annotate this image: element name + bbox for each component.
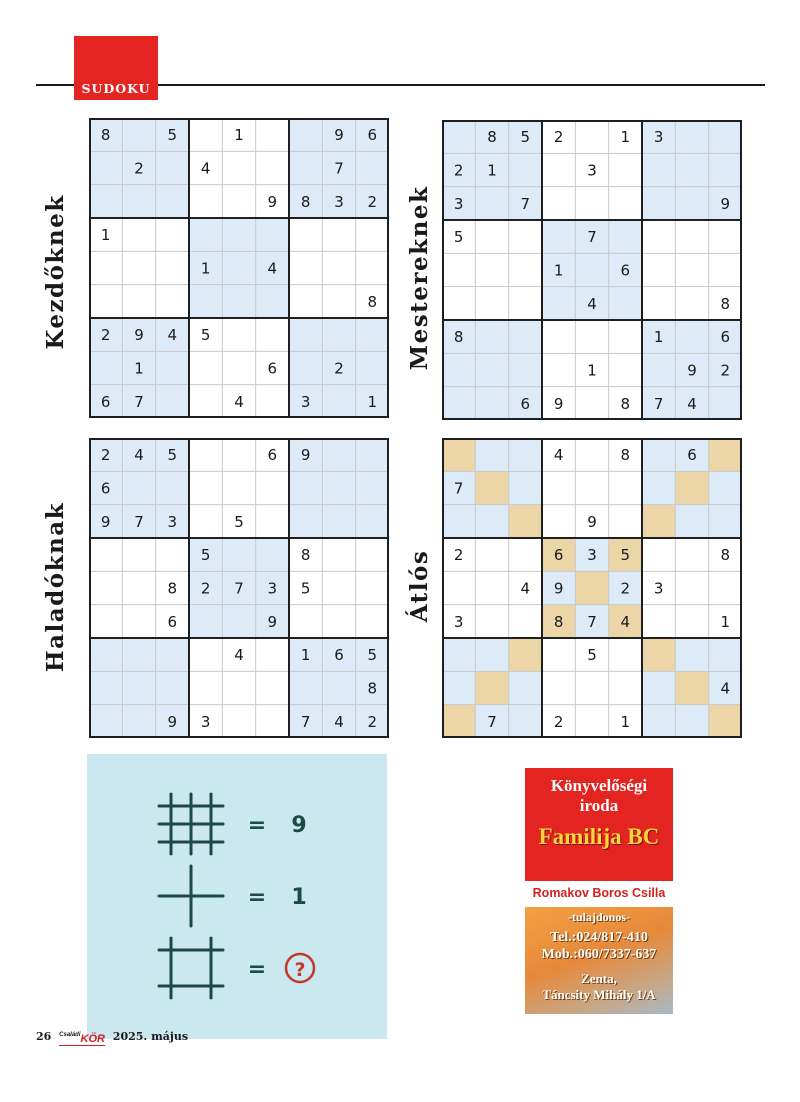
sudoku-digit: 1: [200, 259, 211, 278]
cell-shade: [475, 387, 508, 420]
cell-shade: [442, 387, 475, 420]
sudoku-digit: 7: [453, 479, 464, 498]
cell-shade: [709, 387, 742, 420]
cell-shade: [289, 471, 322, 504]
riddle-equals-3: =: [247, 957, 267, 982]
magazine-logo: [59, 1033, 105, 1046]
cell-shade: [289, 151, 322, 184]
sudoku-digit: 8: [367, 292, 378, 311]
sudoku-digit: 7: [334, 159, 344, 178]
sudoku-digit: 5: [200, 326, 211, 345]
cell-shade: [89, 351, 122, 384]
cell-shade: [475, 438, 508, 471]
sudoku-digit: 2: [367, 192, 378, 211]
cell-shade: [122, 638, 155, 671]
sudoku-digit: 4: [234, 646, 244, 665]
cell-shade: [156, 471, 189, 504]
sudoku-digit: 2: [334, 359, 344, 378]
cell-shade: [442, 705, 475, 738]
cell-shade: [709, 120, 742, 153]
cell-shade: [122, 471, 155, 504]
cell-shade: [222, 218, 255, 251]
cell-shade: [289, 118, 322, 151]
sudoku-digit: 9: [553, 579, 564, 598]
sudoku-digit: 8: [367, 679, 378, 698]
sudoku-digit: 1: [587, 361, 597, 380]
cell-shade: [675, 638, 708, 671]
sudoku-digit: 7: [587, 228, 597, 247]
sudoku-digit: 9: [720, 194, 731, 213]
sudoku-digit: 2: [100, 326, 111, 345]
sudoku-digit: 7: [134, 512, 144, 531]
sudoku-digit: 2: [553, 712, 564, 731]
cell-shade: [156, 351, 189, 384]
cell-shade: [356, 151, 389, 184]
cell-shade: [475, 671, 508, 704]
sudoku-digit: 2: [200, 579, 211, 598]
advertisement: [525, 768, 673, 1014]
riddle-equals-1: =: [247, 813, 267, 838]
cell-shade: [709, 638, 742, 671]
sudoku-digit: 3: [453, 194, 464, 213]
cell-shade: [642, 705, 675, 738]
cell-shade: [642, 638, 675, 671]
sudoku-digit: 7: [587, 612, 597, 631]
sudoku-digit: 1: [300, 646, 311, 665]
sudoku-digit: 6: [620, 261, 631, 280]
sudoku-digit: 1: [553, 261, 564, 280]
sudoku-digit: 4: [720, 679, 731, 698]
sudoku-digit: 4: [520, 579, 531, 598]
sudoku-digit: 8: [300, 546, 311, 565]
sudoku-digit: 5: [620, 546, 631, 565]
cell-shade: [156, 671, 189, 704]
sudoku-digit: 9: [267, 192, 278, 211]
cell-shade: [289, 505, 322, 538]
cell-shade: [189, 605, 222, 638]
sudoku-digit: 2: [367, 712, 378, 731]
sudoku-digit: 2: [134, 159, 144, 178]
sudoku-digit: 6: [334, 646, 344, 665]
cell-shade: [475, 471, 508, 504]
cell-shade: [442, 671, 475, 704]
sudoku-digit: 4: [587, 294, 597, 313]
cell-shade: [289, 351, 322, 384]
sudoku-digit: 7: [520, 194, 531, 213]
sudoku-digit: 8: [720, 546, 731, 565]
cell-shade: [475, 320, 508, 353]
sudoku-digit: 3: [334, 192, 344, 211]
ad-city: Zenta,: [581, 971, 617, 986]
label-kezdoknek: Kezdőknek: [42, 194, 69, 350]
sudoku-digit: 2: [720, 361, 731, 380]
cell-shade: [442, 505, 475, 538]
riddle-equals-2: =: [247, 885, 267, 910]
label-haladoknak: Haladóknak: [42, 501, 69, 673]
sudoku-digit: 4: [687, 394, 697, 413]
cell-shade: [189, 285, 222, 318]
cell-shade: [509, 471, 542, 504]
cell-shade: [289, 671, 322, 704]
cell-shade: [709, 438, 742, 471]
cell-shade: [89, 705, 122, 738]
cell-shade: [442, 438, 475, 471]
cell-shade: [122, 185, 155, 218]
sudoku-digit: 6: [553, 546, 564, 565]
sudoku-digit: 8: [620, 394, 631, 413]
sudoku-digit: 1: [620, 712, 631, 731]
sudoku-digit: 8: [167, 579, 178, 598]
sudoku-digit: 9: [587, 512, 597, 531]
cell-shade: [642, 471, 675, 504]
cell-shade: [442, 638, 475, 671]
cell-shade: [156, 385, 189, 418]
sudoku-digit: 8: [720, 294, 731, 313]
sudoku-digit: 9: [687, 361, 697, 380]
cell-shade: [322, 385, 355, 418]
sudoku-grid: [442, 438, 742, 738]
sudoku-digit: 8: [100, 126, 111, 145]
sudoku-digit: 2: [620, 579, 631, 598]
cell-shade: [442, 120, 475, 153]
cell-shade: [356, 471, 389, 504]
cell-shade: [256, 538, 289, 571]
cell-shade: [642, 153, 675, 186]
sudoku-digit: 4: [167, 326, 178, 345]
sudoku-digit: 2: [553, 128, 564, 147]
sudoku-digit: 7: [300, 712, 311, 731]
cell-shade: [675, 705, 708, 738]
cell-shade: [356, 351, 389, 384]
riddle-value-1: 9: [291, 813, 307, 838]
cell-shade: [222, 605, 255, 638]
cell-shade: [642, 187, 675, 220]
sudoku-digit: 8: [620, 446, 631, 465]
ad-header: [525, 768, 673, 881]
sudoku-digit: 4: [134, 446, 144, 465]
sudoku-kezdoknek: [89, 118, 389, 418]
sudoku-digit: 5: [587, 646, 597, 665]
riddle-box: [87, 754, 387, 1039]
issue-date: 2025. május: [112, 1030, 189, 1043]
sudoku-digit: 5: [200, 546, 211, 565]
label-mestereknek: Mestereknek: [406, 185, 433, 371]
sudoku-digit: 3: [587, 161, 597, 180]
cell-shade: [222, 285, 255, 318]
sudoku-digit: 1: [487, 161, 497, 180]
cell-shade: [475, 187, 508, 220]
cell-shade: [709, 153, 742, 186]
cell-shade: [675, 505, 708, 538]
sudoku-grid: [89, 438, 389, 738]
sudoku-digit: 2: [453, 546, 464, 565]
sudoku-digit: 1: [367, 392, 378, 411]
sudoku-digit: 6: [100, 479, 111, 498]
square-shape-icon: [159, 938, 223, 998]
sudoku-digit: 8: [453, 328, 464, 347]
sudoku-digit: 1: [620, 128, 631, 147]
cell-shade: [322, 471, 355, 504]
sudoku-digit: 1: [134, 359, 144, 378]
cell-shade: [675, 120, 708, 153]
cell-shade: [122, 705, 155, 738]
cell-shade: [475, 505, 508, 538]
label-atlos: Átlós: [406, 549, 433, 623]
section-tag: [74, 36, 158, 100]
ad-line2: iroda: [579, 796, 619, 815]
sudoku-digit: 9: [267, 612, 278, 631]
cell-shade: [709, 505, 742, 538]
cell-shade: [509, 638, 542, 671]
cell-shade: [322, 318, 355, 351]
riddle-figure: [87, 754, 387, 1039]
ad-line1: Könyvelőségi: [550, 776, 648, 795]
sudoku-digit: 1: [234, 126, 244, 145]
cell-shade: [509, 153, 542, 186]
cell-shade: [89, 151, 122, 184]
sudoku-digit: 6: [687, 446, 697, 465]
cell-shade: [356, 505, 389, 538]
cell-shade: [709, 705, 742, 738]
sudoku-digit: 5: [167, 446, 178, 465]
sudoku-digit: 2: [453, 161, 464, 180]
sudoku-digit: 5: [167, 126, 178, 145]
sudoku-digit: 9: [167, 712, 178, 731]
sudoku-digit: 5: [300, 579, 311, 598]
cell-shade: [675, 153, 708, 186]
sudoku-digit: 6: [267, 359, 278, 378]
sudoku-digit: 6: [100, 392, 111, 411]
sudoku-digit: 1: [653, 328, 664, 347]
sudoku-digit: 3: [300, 392, 311, 411]
ad-owner: Romakov Boros Csilla: [532, 886, 666, 900]
sudoku-digit: 1: [720, 612, 731, 631]
cell-shade: [475, 353, 508, 386]
cell-shade: [642, 353, 675, 386]
cell-shade: [89, 638, 122, 671]
sudoku-digit: 3: [267, 579, 278, 598]
sudoku-digit: 3: [453, 612, 464, 631]
sudoku-digit: 4: [620, 612, 631, 631]
sudoku-digit: 4: [200, 159, 211, 178]
sudoku-digit: 8: [553, 612, 564, 631]
sudoku-digit: 5: [520, 128, 531, 147]
sudoku-digit: 6: [720, 328, 731, 347]
cell-shade: [156, 638, 189, 671]
sudoku-digit: 1: [100, 226, 111, 245]
sudoku-digit: 5: [453, 228, 464, 247]
sudoku-digit: 4: [234, 392, 244, 411]
cell-shade: [156, 151, 189, 184]
cell-shade: [222, 538, 255, 571]
ad-mobile: Mob.:060/7337-637: [541, 947, 657, 962]
ad-contact: [525, 907, 673, 1014]
sudoku-digit: 3: [200, 712, 211, 731]
sudoku-digit: 2: [100, 446, 111, 465]
sudoku-digit: 4: [267, 259, 278, 278]
sudoku-digit: 7: [487, 712, 497, 731]
sudoku-digit: 9: [334, 126, 344, 145]
cell-shade: [122, 671, 155, 704]
sudoku-digit: 9: [100, 512, 111, 531]
cell-shade: [542, 287, 575, 320]
cell-shade: [356, 438, 389, 471]
sudoku-digit: 7: [653, 394, 664, 413]
cell-shade: [675, 671, 708, 704]
sudoku-digit: 7: [134, 392, 144, 411]
cell-shade: [542, 220, 575, 253]
cell-shade: [675, 471, 708, 504]
cell-shade: [609, 220, 642, 253]
sudoku-grid: [89, 118, 389, 418]
ad-brand: Familija BC: [538, 824, 660, 849]
sudoku-haladoknak: [89, 438, 389, 738]
ad-street: Táncsity Mihály 1/A: [542, 987, 656, 1002]
sudoku-digit: 8: [487, 128, 497, 147]
cell-shade: [322, 505, 355, 538]
sudoku-digit: 8: [300, 192, 311, 211]
footer: [36, 1030, 188, 1044]
cell-shade: [609, 287, 642, 320]
cell-shade: [356, 318, 389, 351]
cell-shade: [442, 353, 475, 386]
sudoku-digit: 5: [234, 512, 244, 531]
logo-text: KÖR: [80, 1033, 105, 1045]
sudoku-digit: 6: [520, 394, 531, 413]
sudoku-digit: 5: [367, 646, 378, 665]
cell-shade: [709, 471, 742, 504]
sudoku-digit: 6: [267, 446, 278, 465]
cell-shade: [509, 671, 542, 704]
cell-shade: [222, 251, 255, 284]
cell-shade: [509, 438, 542, 471]
cell-shade: [89, 671, 122, 704]
sudoku-digit: 6: [167, 612, 178, 631]
cross-shape-icon: [159, 866, 223, 926]
cell-shade: [256, 218, 289, 251]
sudoku-mestereknek: [442, 120, 742, 420]
cell-shade: [642, 438, 675, 471]
sudoku-atlos: [442, 438, 742, 738]
riddle-value-2: 1: [291, 885, 307, 910]
sudoku-digit: 9: [134, 326, 144, 345]
grid-shape-icon: [159, 794, 223, 854]
cell-shade: [256, 285, 289, 318]
cell-shade: [642, 505, 675, 538]
sudoku-digit: 3: [653, 128, 664, 147]
ad-owner-band: [525, 881, 673, 907]
cell-shade: [575, 253, 608, 286]
sudoku-digit: 9: [300, 446, 311, 465]
sudoku-digit: 3: [167, 512, 178, 531]
cell-shade: [475, 638, 508, 671]
sudoku-digit: 6: [367, 126, 378, 145]
sudoku-grid: [442, 120, 742, 420]
cell-shade: [675, 320, 708, 353]
sudoku-digit: 9: [553, 394, 564, 413]
cell-shade: [322, 671, 355, 704]
page-number: 26: [36, 1030, 52, 1043]
cell-shade: [156, 185, 189, 218]
sudoku-digit: 7: [234, 579, 244, 598]
cell-shade: [642, 671, 675, 704]
sudoku-digit: 4: [553, 446, 564, 465]
section-title: SUDOKU: [81, 81, 151, 96]
cell-shade: [509, 705, 542, 738]
cell-shade: [289, 318, 322, 351]
sudoku-digit: 3: [653, 579, 664, 598]
sudoku-digit: 4: [334, 712, 344, 731]
cell-shade: [509, 320, 542, 353]
cell-shade: [89, 185, 122, 218]
cell-shade: [122, 118, 155, 151]
logo-small: Családi: [59, 1032, 81, 1038]
ad-role: -tulajdonos-: [567, 910, 630, 924]
riddle-value-3: ?: [294, 959, 306, 981]
sudoku-digit: 3: [587, 546, 597, 565]
cell-shade: [675, 187, 708, 220]
cell-shade: [322, 438, 355, 471]
cell-shade: [575, 571, 608, 604]
cell-shade: [189, 218, 222, 251]
cell-shade: [509, 353, 542, 386]
ad-phone: Tel.:024/817-410: [550, 930, 648, 945]
cell-shade: [509, 505, 542, 538]
